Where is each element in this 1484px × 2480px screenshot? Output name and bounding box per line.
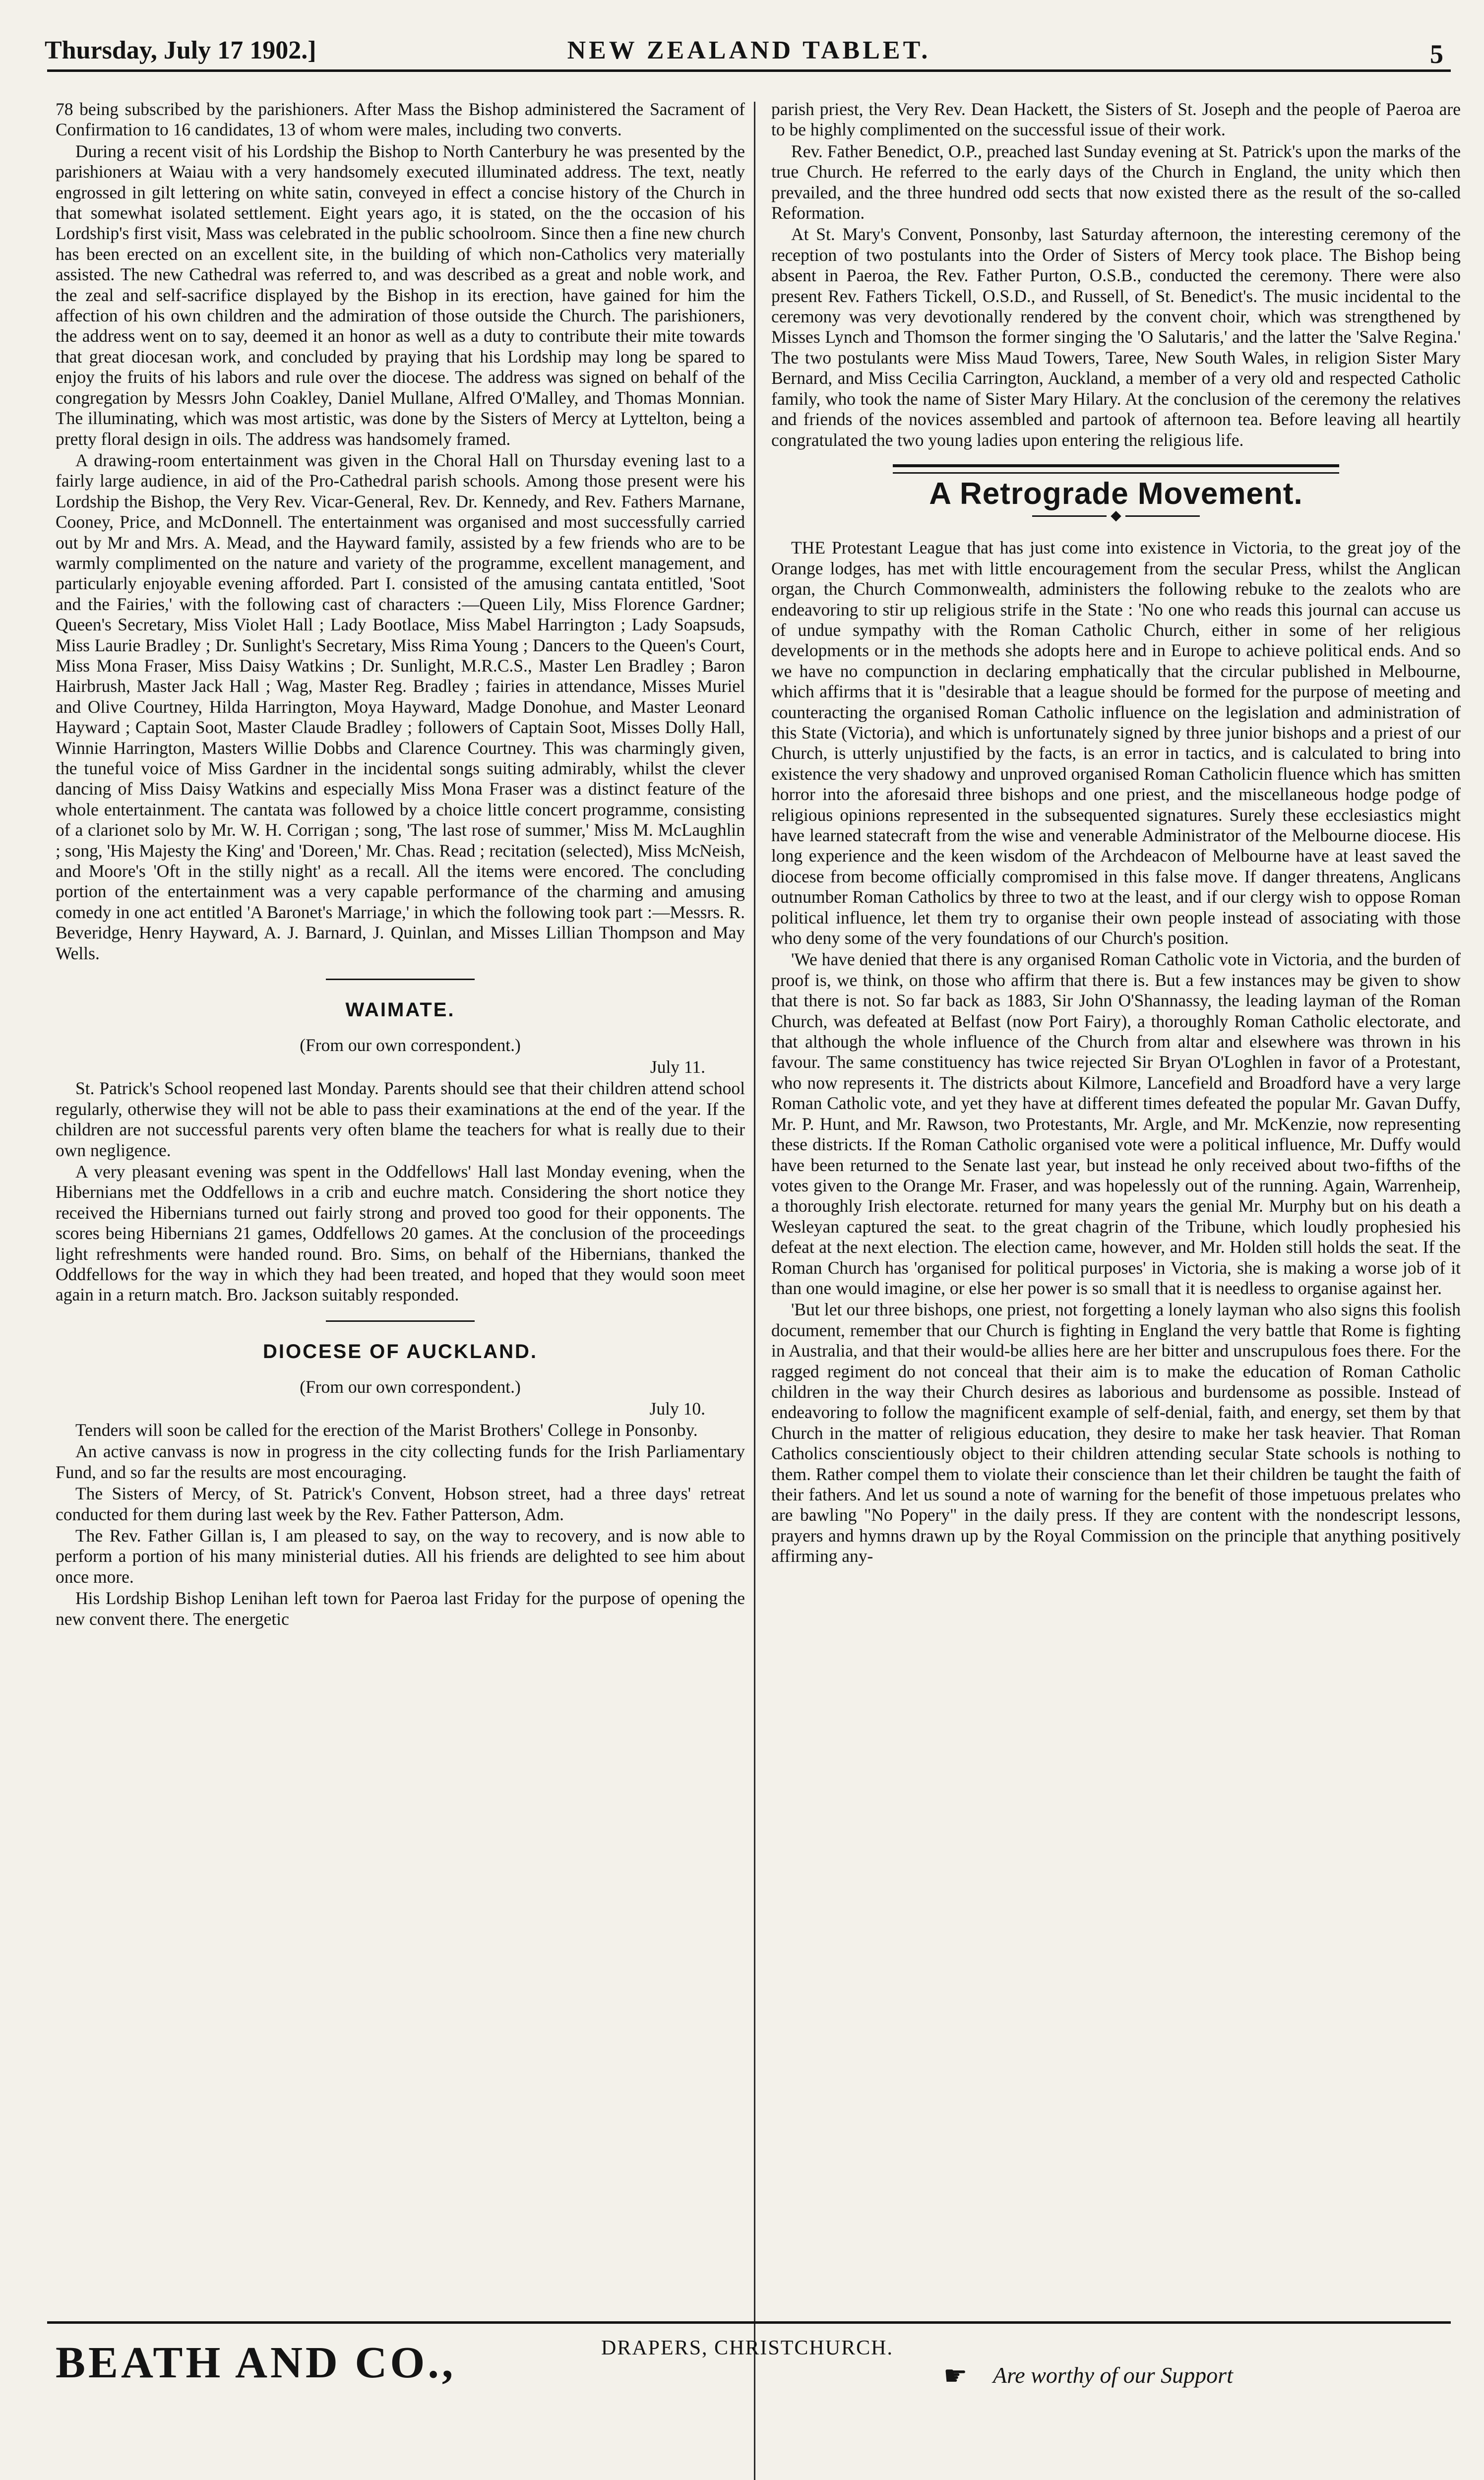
- dateline: July 10.: [649, 1398, 705, 1419]
- section-divider-thin: [893, 472, 1339, 474]
- column-rule: [754, 102, 755, 2480]
- paragraph: Rev. Father Benedict, O.P., preached last Sunday evening at St. Patrick's upon the marks of the true Church. He referred to the early days of the Church in England, the unity which then prevailed, and the three hundred odd sects that now existed there as the result of the so-called Reformation.: [771, 141, 1461, 223]
- heading-ornament: [771, 509, 1461, 523]
- section-divider: [326, 979, 475, 980]
- ornament-line: [1125, 515, 1200, 517]
- byline: (From our own correspondent.): [300, 1377, 521, 1397]
- paragraph: During a recent visit of his Lordship the Bishop to North Canterbury he was presented by the parishioners at Waiau with a very handsomely executed illuminated address. The text, neatly engrossed in gilt lettering on white satin, conveyed in effect a concise history of the Church in that somewhat isolated settlement. Eight years ago, it is stated, on the the occasion of his Lordship's first visit, Mass was celebrated in the public schoolroom. Since then a fine new church has been erected on an excellent site, in the building of which non-Catholics very materially assisted. The new Cathedral was referred to, and was described as a great and noble work, and the zeal and self-sacrifice displayed by the Bishop in its erection, have gained for him the affection of his own children and the admiration of those outside the Church. The parishioners, the address went on to say, deemed it an honor as well as a duty to contribute their mite towards that great diocesan work, and concluded by praying that his Lordship may long be spared to enjoy the fruits of his labors and rule over the diocese. The address was signed on behalf of the congregation by Messrs John Coakley, Daniel Mullane, Alfred O'Malley, and Thomas Monnian. The illuminating, which was most artistic, was done by the Sisters of Mercy at Lyttelton, being a pretty floral design in oils. The address was handsomely framed.: [56, 141, 745, 449]
- masthead-rule: [47, 69, 1451, 72]
- paragraph: At St. Mary's Convent, Ponsonby, last Saturday afternoon, the interesting ceremony of the reception of two postulants into the Order of Sisters of Mercy took place. The Bishop being absent in Paeroa, the Rev. Father Purton, O.S.B., conducted the ceremony. There were also present Rev. Fathers Tickell, O.S.D., and Russell, of St. Benedict's. The music incidental to the ceremony was very devotionally rendered by the convent choir, which was strengthened by Misses Lynch and Thomson the former singing the 'O Salutaris,' and the latter the 'Salve Regina.' The two postulants were Miss Maud Towers, Taree, New South Wales, in religion Sister Mary Bernard, and Miss Cecilia Carrington, Auckland, a member of a very old and respected Catholic family, who took the name of Sister Mary Hilary. At the conclusion of the ceremony the relatives and friends of the novices assembled and partook of afternoon tea. Before leaving all heartily congratulated the two young ladies upon entering the religious life.: [771, 224, 1461, 450]
- paragraph: Tenders will soon be called for the erection of the Marist Brothers' College in Ponsonby.: [75, 1420, 698, 1440]
- advertiser-name: BEATH AND CO.,: [56, 2338, 456, 2387]
- advertiser-trade: DRAPERS, CHRISTCHURCH.: [601, 2337, 893, 2359]
- paragraph: A very pleasant evening was spent in the Oddfellows' Hall last Monday evening, when the Hibernians met the Oddfellows in a crib and euchre match. Considering the short notice they received the Hibernians turned out fairly strong and proved too good for their opponents. The scores being Hibernians 21 games, Oddfellows 20 games. At the conclusion of the proceedings light refreshments were handed round. Bro. Sims, on behalf of the Hibernians, thanked the Oddfellows for the way in which they had been treated, and hoped that they would soon meet again in a return match. Bro. Jackson suitably responded.: [56, 1161, 745, 1305]
- paragraph: 'We have denied that there is any organised Roman Catholic vote in Victoria, and the burden of proof is, we think, on those who affirm that there is. But a few instances may be given to show that there is not. So far back as 1883, Sir John O'Shannassy, the leading layman of the Roman Church, was defeated at Belfast (now Port Fairy), a thoroughly Roman Catholic electorate, and that although the whole influence of the Church from altar and elsewhere was thrown in his favour. The same constituency has twice rejected Sir Bryan O'Loghlen in favor of a Protestant, who now represents it. The districts about Kilmore, Lancefield and Broadford have a very large Roman Catholic vote, and yet they have at different times defeated the popular Mr. Gavan Duffy, Mr. P. Hunt, and Mr. Rawson, two Protestants, Mr. Argle, and Mr. McKenzie, now representing these districts. If the Roman Catholic organised vote were a political influence, Mr. Duffy would have been returned to the Senate last year, but instead he only received about two-fifths of the votes given to the Orange Mr. Fraser, and was hopelessly out of the running. Again, Warrenheip, a thoroughly Irish electorate. returned for many years the genial Mr. Murphy but on his death a Wesleyan captured the seat. to the great chagrin of the Tribune, which loudly prophesied his defeat at the next election. The election came, however, and Mr. Holden still holds the seat. If the Roman Church has 'organised for political purposes' in Victoria, she is making a worse job of it than one would imagine, or else her power is so small that it is needless to organise against her.: [771, 949, 1461, 1298]
- paragraph: 'But let our three bishops, one priest, not forgetting a lonely layman who also signs this foolish document, remember that our Church is fighting in England the very battle that Rome is fighting in Australia, and that their would-be allies here are her bitter and unscrupulous foes there. For the ragged regiment do not conceal that their aim is to make the education of Roman Catholic children in the way their Church desires as laborious and burdensome as possible. Instead of endeavoring to follow the magnificent example of self-denial, faith, and energy, set them by that Church in the matter of religious education, they desire to make her task heavier. That Roman Catholics conscientiously object to their children attending secular State schools is nothing to them. Rather compel them to violate their conscience than let their children be taught the faith of their fathers. And let us sound a note of warning for the benefit of those impetuous prelates who are bawling "No Popery" in the daily press. If they are content with the nondescript lessons, prayers and hymns drawn up by the Royal Commission on the principle that anything positively affirming any-: [771, 1300, 1461, 1566]
- section-divider-thick: [893, 464, 1339, 467]
- paper-title: NEW ZEALAND TABLET.: [567, 36, 931, 64]
- diamond-icon: ◆: [1111, 508, 1121, 524]
- paragraph: The Sisters of Mercy, of St. Patrick's Convent, Hobson street, had a three days' retreat conducted for them during last week by the Rev. Father Patterson, Adm.: [56, 1484, 745, 1524]
- advertiser-slogan: Are worthy of our Support: [993, 2362, 1233, 2388]
- section-heading-waimate: WAIMATE.: [345, 999, 455, 1021]
- paragraph: The Rev. Father Gillan is, I am pleased to say, on the way to recovery, and is now able to perform a portion of his many ministerial duties. All his friends are delighted to see him about once more.: [56, 1526, 745, 1587]
- pointing-hand-icon: ☛: [943, 2361, 968, 2391]
- right-column: [771, 99, 1461, 2475]
- paragraph: St. Patrick's School reopened last Monday. Parents should see that their children attend school regularly, otherwise they will not be able to pass their examinations at the end of the year. If the children are not successful parents very often blame the teachers for what is really due to their own negligence.: [56, 1078, 745, 1160]
- page-number: 5: [1430, 39, 1443, 69]
- footer-advertisement: [56, 2331, 1444, 2406]
- section-divider: [326, 1320, 475, 1322]
- paragraph: 78 being subscribed by the parishioners. After Mass the Bishop administered the Sacrament of Confirmation to 16 candidates, 13 of whom were males, including two converts.: [56, 99, 745, 140]
- paragraph: THE Protestant League that has just come into existence in Victoria, to the great joy of the Orange lodges, has met with little encouragement from the secular Press, whilst the Anglican organ, the Church Commonwealth, administers the following rebuke to the zealots who are endeavoring to stir up religious strife in the State : 'No one who reads this journal can accuse us of undue sympathy with the Roman Catholic Church, either in some of her religious developments or in the methods she adopts here and in Europe to achieve political ends. And so we have no compunction in declaring emphatically that the circular published in Melbourne, which affirms that it is "desirable that a league should be formed for the purpose of meeting and counteracting the organised Roman Catholic influence on the legislation and administration of this State (Victoria), and which is unfortunately signed by three junior bishops and a priest of our Church, is utterly unjustified by the facts, is an error in tactics, and is calculated to bring into existence the very shadowy and unproved organised Roman Catholicin fluence which has smitten horror into the aforesaid three bishops and one priest, and the miscellaneous hodge podge of religious opinions represented in the subsequented signatures. Surely these ecclesiastics might have learned statecraft from the wise and venerable Administrator of the Melbourne diocese. His long experience and the keen wisdom of the Archdeacon of Melbourne have at least saved the diocese from become officially compromised in this false move. If danger threatens, Anglicans outnumber Roman Catholics by three to two at the least, and if our clergy wish to oppose Roman political influence, let them try to organise their own people instead of associating with those who deny some of the very foundations of our Church's position.: [771, 538, 1461, 948]
- section-heading-retrograde: A Retrograde Movement.: [929, 476, 1303, 511]
- masthead: [45, 31, 1453, 69]
- footer-rule: [47, 2321, 1451, 2324]
- issue-date: Thursday, July 17 1902.]: [45, 36, 316, 64]
- paragraph: parish priest, the Very Rev. Dean Hackett, the Sisters of St. Joseph and the people of Paeroa are to be highly complimented on the successful issue of their work.: [771, 99, 1461, 140]
- paragraph: His Lordship Bishop Lenihan left town for Paeroa last Friday for the purpose of opening the new convent there. The energetic: [56, 1588, 745, 1629]
- paragraph: A drawing-room entertainment was given in the Choral Hall on Thursday evening last to a fairly large audience, in aid of the Pro-Cathedral parish schools. Among those present were his Lordship the Bishop, the Very Rev. Vicar-General, Rev. Dr. Kennedy, and Rev. Fathers Marnane, Cooney, Price, and McDonnell. The entertainment was organised and most successfully carried out by Mr and Mrs. A. Mead, and the Hayward family, assisted by a few friends who are to be warmly complimented on the nature and variety of the programme, excellent management, and particularly enjoyable evening afforded. Part I. consisted of the amusing cantata entitled, 'Soot and the Fairies,' with the following cast of characters :—Queen Lily, Miss Florence Gardner; Queen's Secretary, Miss Violet Hall ; Lady Bootlace, Miss Mabel Harrington ; Lady Soapsuds, Miss Laurie Bradley ; Dr. Sunlight's Secretary, Miss Rima Young ; Dancers to the Queen's Court, Miss Mona Fraser, Miss Daisy Watkins ; Dr. Sunlight, M.R.C.S., Master Len Bradley ; Baron Hairbrush, Master Jack Hall ; Wag, Master Reg. Bradley ; fairies in attendance, Misses Muriel and Olive Courtney, Hilda Harrington, Moya Hayward, Madge Donohue, and Master Leonard Hayward ; Captain Soot, Master Claude Bradley ; followers of Captain Soot, Misses Dolly Hall, Winnie Harrington, Masters Willie Dobbs and Clarence Courtney. This was charmingly given, the tuneful voice of Miss Gardner in the incidental songs suiting admirably, whilst the clever dancing of Miss Daisy Watkins and especially Miss Mona Fraser was a distinct feature of the whole entertainment. The cantata was followed by a choice little concert programme, consisting of a clarionet solo by Mr. W. H. Corrigan ; song, 'The last rose of summer,' Miss M. McLaughlin ; song, 'His Majesty the King' and 'Doreen,' Mr. Chas. Read ; recitation (selected), Miss McNeish, and Moore's 'Oft in the stilly night' as a recall. All the items were encored. The concluding portion of the entertainment was a very capable performance of the charming and amusing comedy in one act entitled 'A Baronet's Marriage,' in which the following took part :—Messrs. R. Beveridge, Henry Hayward, A. J. Barnard, J. Quinlan, and Misses Lillian Thompson and May Wells.: [56, 450, 745, 963]
- section-heading-auckland: DIOCESE OF AUCKLAND.: [262, 1340, 538, 1363]
- paragraph: An active canvass is now in progress in the city collecting funds for the Irish Parliamentary Fund, and so far the results are most encouraging.: [56, 1441, 745, 1482]
- left-column: [56, 99, 745, 2475]
- byline: (From our own correspondent.): [300, 1035, 521, 1055]
- ornament-line: [1032, 515, 1107, 517]
- dateline: July 11.: [650, 1056, 705, 1077]
